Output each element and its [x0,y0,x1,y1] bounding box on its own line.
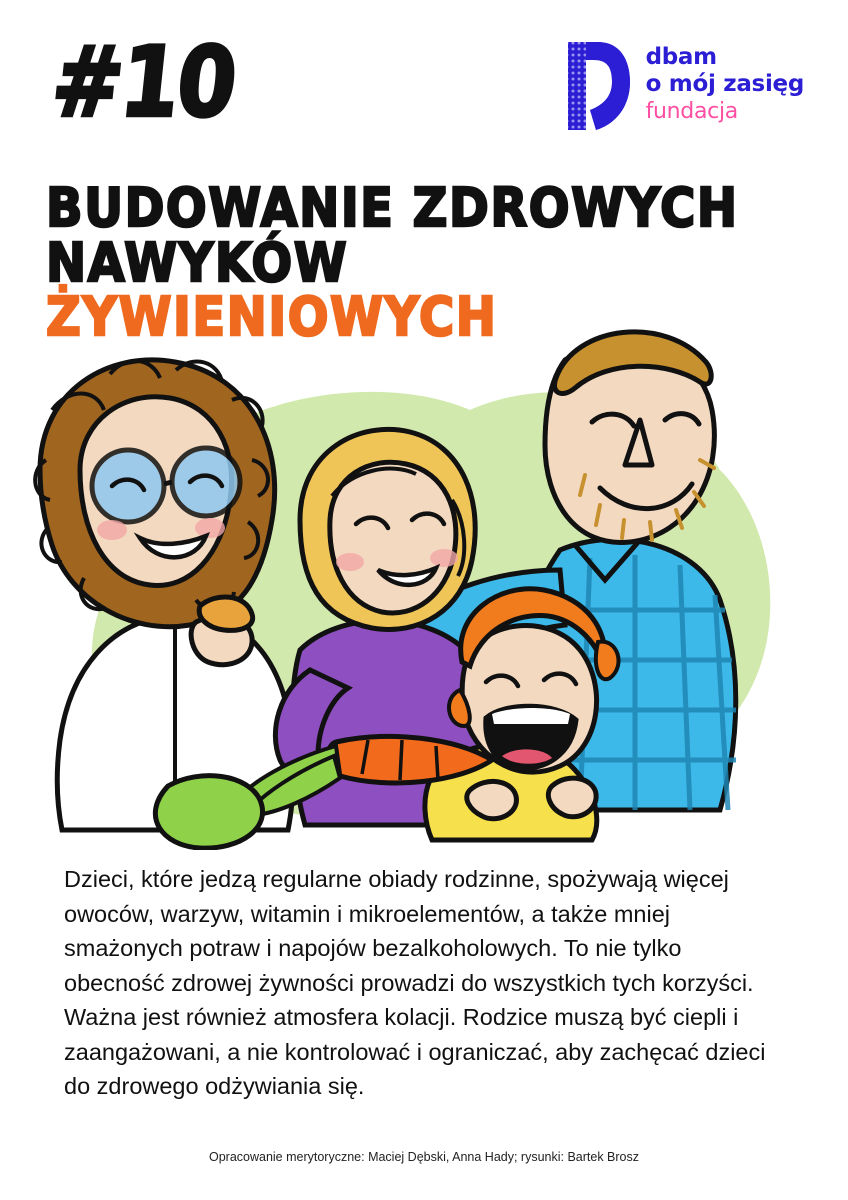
credits-footer: Opracowanie merytoryczne: Maciej Dębski, Anna Hady; rysunki: Bartek Brosz [208,1150,640,1164]
logo-wordmark [646,40,804,126]
lettuce [155,776,262,848]
logo-line-2: o mój zasięg [645,71,804,98]
title-line-1: BUDOWANIE ZDROWYCH [46,176,739,240]
family-eating-illustration [0,270,848,850]
logo-line-3: fundacja [645,99,738,125]
body-paragraph: Dzieci, które jedzą regularne obiady rodzinne, spożywają więcej owoców, warzyw, witamin i mikroelementów, a także mniej smażonych potraw i napojów bezalkoholowych. To nie tylko obecność zdrowej żywności prowadzi do wszystkich tych korzyści. Ważna jest również atmosfera kolacji. Rodzice muszą być ciepli i zaangażowani, a nie kontrolować i ograniczać, aby zachęcać dzieci do zdrowego odżywiania się. [64,866,766,1100]
title-line-3: ŻYWIENIOWYCH [46,286,498,350]
dbam-o-moj-zasieg-logo-icon [564,40,632,132]
title-line-2: NAWYKÓW [46,231,349,295]
logo-line-1: dbam [645,44,717,70]
foundation-logo [564,40,804,132]
item-number-badge: #10 [47,25,241,139]
sandwich [199,597,252,630]
